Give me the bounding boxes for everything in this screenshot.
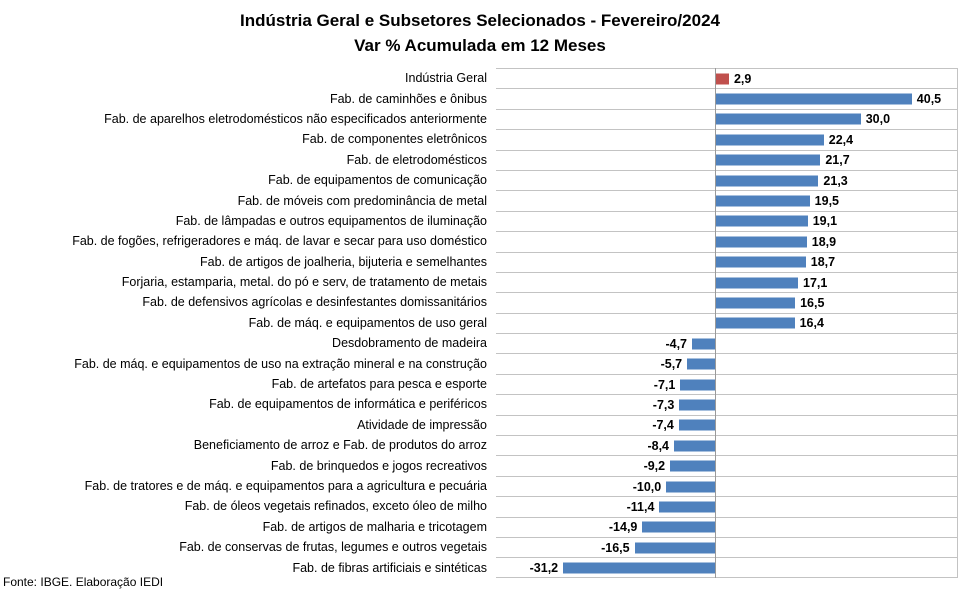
plot-cell — [496, 415, 958, 435]
chart-row — [0, 272, 960, 292]
bar — [679, 420, 715, 431]
category-label: Fab. de fogões, refrigeradores e máq. de lavar e secar para uso doméstico — [72, 234, 487, 249]
bar — [715, 175, 819, 186]
value-label: 2,9 — [733, 71, 752, 86]
bar — [666, 481, 715, 492]
plot-cell — [496, 353, 958, 373]
bar — [715, 277, 798, 288]
chart-row — [0, 88, 960, 108]
value-label: -8,4 — [647, 438, 669, 453]
value-label: 21,3 — [823, 173, 848, 188]
value-label: -14,9 — [608, 520, 638, 535]
bar — [635, 542, 715, 553]
chart-row — [0, 313, 960, 333]
chart-rows — [0, 68, 960, 578]
plot-cell — [496, 170, 958, 190]
category-label: Fab. de aparelhos eletrodomésticos não especificados anteriormente — [104, 111, 487, 126]
value-label: 16,4 — [799, 316, 824, 331]
plot-cell — [496, 435, 958, 455]
value-label: -31,2 — [529, 560, 559, 575]
chart-row — [0, 190, 960, 210]
plot-cell — [496, 537, 958, 557]
value-label: 21,7 — [825, 153, 850, 167]
bar — [715, 196, 810, 207]
category-label: Fab. de conservas de frutas, legumes e outros vegetais — [179, 540, 487, 555]
category-label: Fab. de defensivos agrícolas e desinfestantes domissanitários — [142, 295, 487, 310]
category-label: Fab. de brinquedos e jogos recreativos — [270, 458, 487, 473]
chart-row — [0, 211, 960, 231]
bar-chart — [0, 68, 960, 578]
category-label: Fab. de artigos de joalheria, bijuteria e semelhantes — [200, 254, 487, 269]
value-label: 18,7 — [810, 254, 836, 269]
plot-cell — [496, 455, 958, 475]
chart-row — [0, 333, 960, 353]
value-label: -16,5 — [601, 540, 630, 555]
plot-cell — [496, 231, 958, 251]
bar — [687, 359, 715, 370]
category-label: Fab. de fibras artificiais e sintéticas — [292, 560, 487, 575]
value-label: -4,7 — [665, 336, 687, 351]
plot-cell — [496, 109, 958, 129]
plot-cell — [496, 476, 958, 496]
category-label: Fab. de eletrodomésticos — [346, 152, 487, 167]
chart-row — [0, 374, 960, 394]
chart-row — [0, 129, 960, 149]
value-label: -7,3 — [652, 397, 675, 412]
category-label: Atividade de impressão — [357, 417, 487, 432]
chart-row — [0, 353, 960, 373]
category-label: Desdobramento de madeira — [332, 336, 487, 351]
category-label: Fab. de equipamentos de comunicação — [268, 173, 487, 188]
bar — [670, 461, 715, 472]
category-label: Fab. de artefatos para pesca e esporte — [271, 377, 487, 392]
chart-row — [0, 150, 960, 170]
plot-cell — [496, 129, 958, 149]
value-label: 22,4 — [828, 132, 854, 147]
bar — [679, 399, 715, 410]
value-label: 30,0 — [865, 112, 891, 127]
plot-cell — [496, 517, 958, 537]
chart-title — [0, 0, 960, 58]
category-label: Fab. de máq. e equipamentos de uso na extração mineral e na construção — [74, 356, 487, 371]
chart-row — [0, 394, 960, 414]
plot-cell — [496, 313, 958, 333]
chart-row — [0, 455, 960, 475]
bar — [715, 297, 795, 308]
bar — [680, 379, 715, 390]
bar — [659, 501, 714, 512]
plot-cell — [496, 150, 958, 170]
bar — [715, 134, 824, 145]
chart-title-line2: Var % Acumulada em 12 Meses — [354, 36, 606, 55]
plot-cell — [496, 272, 958, 292]
plot-cell — [496, 88, 958, 108]
bar — [715, 236, 807, 247]
category-label: Forjaria, estamparia, metal. do pó e serv, de tratamento de metais — [121, 275, 487, 290]
category-label: Beneficiamento de arroz e Fab. de produtos do arroz — [193, 438, 487, 453]
chart-row — [0, 476, 960, 496]
bar — [692, 338, 715, 349]
bar — [715, 155, 821, 166]
value-label: -11,4 — [626, 499, 655, 514]
chart-row — [0, 517, 960, 537]
chart-row — [0, 170, 960, 190]
bar — [715, 94, 912, 105]
bar — [715, 318, 795, 329]
category-label: Fab. de equipamentos de informática e periféricos — [209, 397, 487, 412]
plot-cell — [496, 557, 958, 577]
value-label: 19,5 — [814, 193, 840, 208]
category-label: Fab. de artigos de malharia e tricotagem — [262, 519, 487, 534]
plot-cell — [496, 190, 958, 210]
plot-cell — [496, 374, 958, 394]
category-label: Fab. de lâmpadas e outros equipamentos de iluminação — [175, 213, 487, 228]
chart-row — [0, 537, 960, 557]
plot-cell — [496, 68, 958, 88]
chart-row — [0, 415, 960, 435]
bar — [715, 216, 808, 227]
chart-row — [0, 231, 960, 251]
value-label: 19,1 — [812, 214, 838, 229]
category-label: Fab. de móveis com predominância de metal — [237, 193, 487, 208]
bar — [715, 73, 729, 84]
chart-row — [0, 292, 960, 312]
plot-cell — [496, 496, 958, 516]
plot-cell — [496, 252, 958, 272]
bar — [715, 257, 806, 268]
value-label: -9,2 — [643, 458, 666, 473]
category-label: Fab. de caminhões e ônibus — [329, 91, 487, 106]
value-label: -10,0 — [632, 479, 662, 494]
value-label: 16,5 — [800, 295, 825, 310]
chart-row — [0, 109, 960, 129]
plot-cell — [496, 292, 958, 312]
plot-cell — [496, 333, 958, 353]
chart-row — [0, 252, 960, 272]
bar — [674, 440, 715, 451]
category-label: Fab. de tratores e de máq. e equipamentos para a agricultura e pecuária — [84, 479, 487, 493]
value-label: -5,7 — [660, 356, 683, 371]
category-label: Indústria Geral — [405, 71, 487, 86]
value-label: -7,1 — [653, 377, 676, 392]
plot-cell — [496, 394, 958, 414]
category-label: Fab. de máq. e equipamentos de uso geral — [248, 315, 487, 330]
value-label: 18,9 — [811, 234, 837, 249]
plot-cell — [496, 211, 958, 231]
source-note: Fonte: IBGE. Elaboração IEDI — [3, 575, 164, 589]
bar — [563, 562, 715, 573]
category-label: Fab. de componentes eletrônicos — [302, 132, 487, 147]
chart-title-line1: Indústria Geral e Subsetores Selecionados - Fevereiro/2024 — [240, 11, 720, 30]
category-label: Fab. de óleos vegetais refinados, exceto óleo de milho — [184, 499, 487, 514]
bar — [642, 522, 714, 533]
value-label: 40,5 — [916, 91, 942, 106]
chart-row — [0, 496, 960, 516]
chart-row — [0, 68, 960, 88]
bar — [715, 114, 861, 125]
chart-row — [0, 435, 960, 455]
value-label: -7,4 — [652, 418, 674, 433]
value-label: 17,1 — [803, 275, 828, 290]
